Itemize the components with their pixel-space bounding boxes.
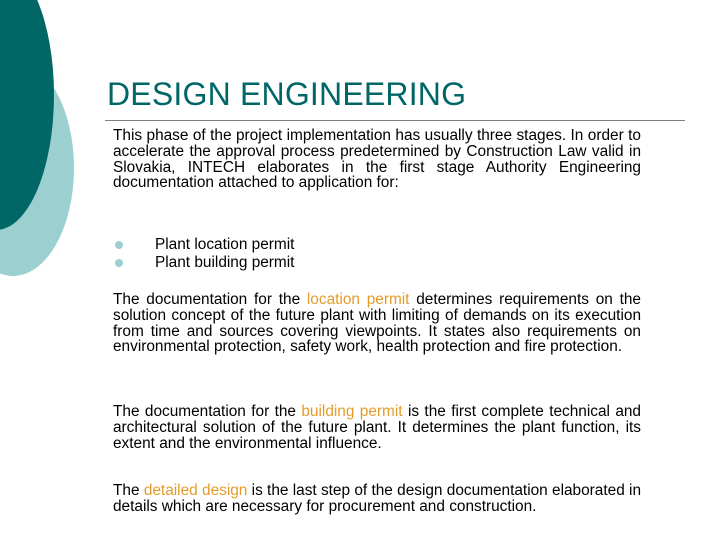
paragraph-text: The documentation for the	[113, 403, 302, 420]
paragraph-text: is the last step of the design documentation elaborated in details which are necessary for procurement and construction.	[113, 482, 642, 515]
permit-list	[113, 236, 633, 272]
highlight-detailed-design: detailed design	[143, 482, 248, 499]
bullet-label: Plant building permit	[155, 254, 295, 271]
highlight-location-permit: location permit	[306, 291, 410, 308]
slide-title: DESIGN ENGINEERING	[107, 76, 467, 112]
detailed-design-paragraph	[113, 483, 641, 515]
paragraph-text: is the first complete technical and architectural solution of the future plant. It determines the plant function, its extent and the environmental influence.	[113, 403, 641, 452]
paragraph-text: The	[113, 482, 144, 499]
paragraph-text: determines requirements on the solution concept of the future plant with limiting of demands on its execution from time and sources covering viewpoints. It states also requirements on environmental protection, safety work, health protection and fire protection.	[113, 291, 641, 356]
building-permit-paragraph	[113, 404, 641, 451]
paragraph-text: The documentation for the	[113, 291, 307, 308]
highlight-building-permit: building permit	[301, 403, 403, 420]
title-divider	[105, 120, 685, 121]
circle-bullet-icon	[115, 259, 123, 267]
list-item	[113, 236, 633, 254]
location-permit-paragraph	[113, 292, 641, 355]
bullet-label: Plant location permit	[155, 236, 295, 253]
circle-bullet-icon	[115, 241, 123, 249]
list-item	[113, 254, 633, 272]
intro-paragraph: This phase of the project implementation has usually three stages. In order to accelerate the approval process predetermined by Construction Law valid in Slovakia, INTECH elaborates in the first stage Authority Engineering documentation attached to application for:	[113, 127, 641, 192]
